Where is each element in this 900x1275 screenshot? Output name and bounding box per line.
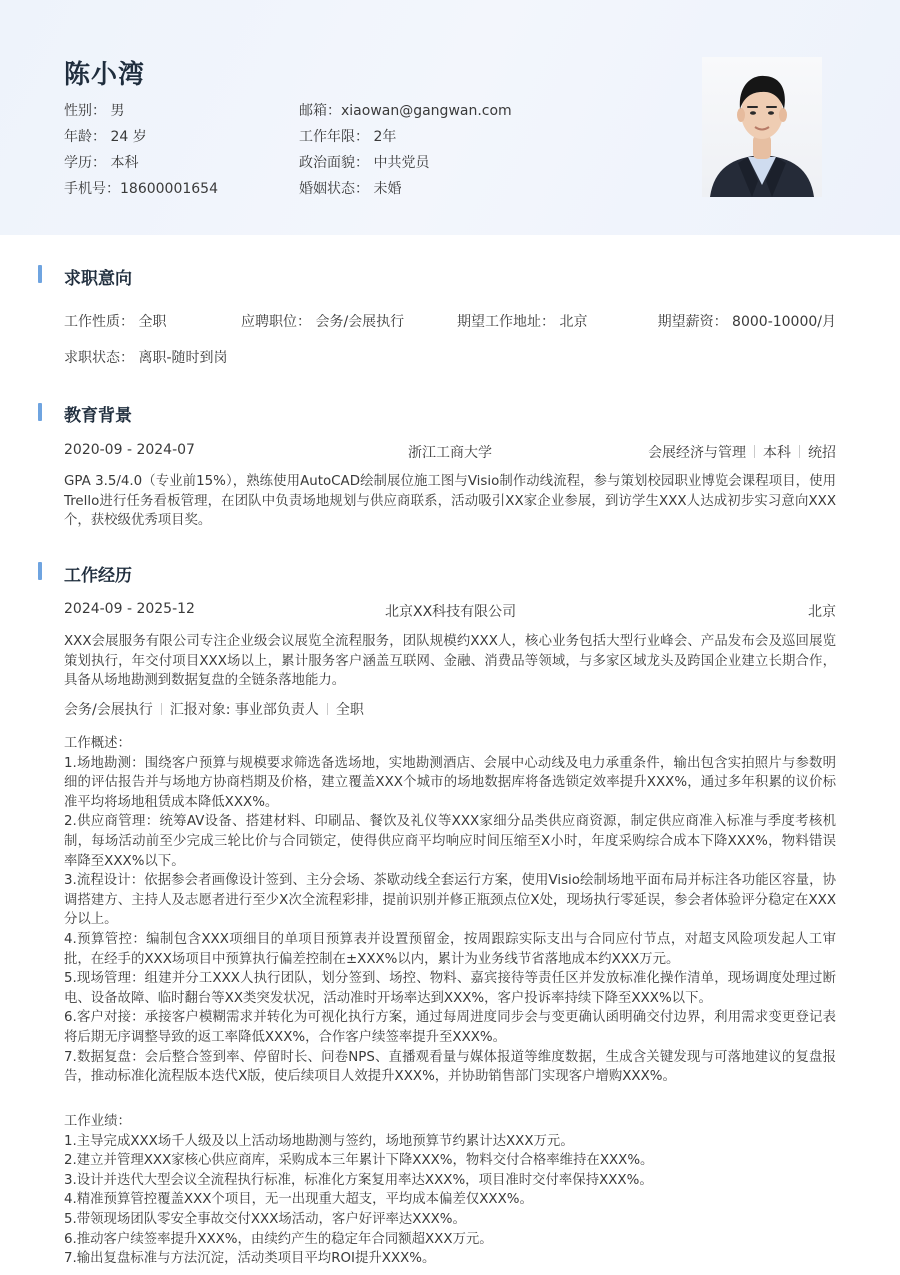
list-item: 6.推动客户续签率提升XXX%，由续约产生的稳定年合同额超XXX万元。 [64, 1231, 493, 1247]
marital-field: 婚姻状态： 未婚 [299, 181, 402, 197]
age-field: 年龄： 24 岁 [64, 129, 147, 145]
phone-field: 手机号：18600001654 [64, 181, 218, 197]
major-name: 会展经济与管理 [648, 445, 746, 461]
work-years-field: 工作年限： 2年 [299, 129, 397, 145]
list-item: 5.现场管理：组建并分工XXX人执行团队，划分签到、场控、物料、嘉宾接待等责任区并发放标准化操作清单，现场调度处理过断电、设备故障、临时翻台等XX类突发状况，活动准时开场率达到XXX%，客户投诉率持续下降至XXX%以下。 [64, 971, 836, 1006]
education-title: 教育背景 [64, 406, 132, 426]
section-marker [38, 265, 42, 283]
education-field: 学历： 本科 [64, 155, 139, 171]
work-title: 工作经历 [64, 566, 132, 586]
list-item: 4.精准预算管控覆盖XXX个项目，无一出现重大超支，平均成本偏差仅XXX%。 [64, 1192, 533, 1208]
work-role: 会务/会展执行 [64, 702, 153, 718]
section-marker [38, 403, 42, 421]
work-city: 北京 [808, 604, 836, 620]
job-position: 应聘职位： 会务/会展执行 [241, 314, 405, 330]
list-item: 4.预算管控：编制包含XXX项细目的单项目预算表并设置预留金，按周跟踪实际支出与合同应付节点，对超支风险项发起人工审批，在经手的XXX场项目中预算执行偏差控制在±XXX%以内，累计为业务线节省落地成本约XXX万元。 [64, 931, 836, 967]
company-intro: XXX会展服务有限公司专注企业级会议展览全流程服务，团队规模约XXX人，核心业务包括大型行业峰会、产品发布会及巡回展览策划执行，年交付项目XXX场以上，累计服务客户涵盖互联网、金融、消费品等领域，与多家区域龙头及跨国企业建立长期合作，具备从场地勘测到数据复盘的全链条落地能力。 [64, 634, 836, 689]
job-type: 全职 [335, 702, 364, 718]
gender-field: 性别： 男 [64, 103, 125, 119]
overview-heading: 工作概述： [64, 736, 131, 751]
job-salary: 期望薪资： 8000-10000/月 [657, 314, 836, 330]
section-marker [38, 562, 42, 580]
resume-header [0, 0, 900, 235]
list-item: 5.带领现场团队零安全事故交付XXX场活动，客户好评率达XXX%。 [64, 1211, 466, 1227]
school-name: 浙江工商大学 [408, 445, 492, 461]
political-field: 政治面貌： 中共党员 [299, 155, 430, 171]
work-achievements [64, 1112, 836, 1269]
education-description: GPA 3.5/4.0（专业前15%），熟练使用AutoCAD绘制展位施工图与Visio制作动线流程，参与策划校园职业博览会课程项目，使用Trello进行任务看板管理，在团队中负责场地规划与供应商联系，活动吸引XX家企业参展，到访学生XXX人达成初步实习意向XXX个，获校级优秀项目奖。 [64, 474, 836, 529]
work-overview [64, 734, 836, 1087]
list-item: 1.场地勘测：围绕客户预算与规模要求筛选备选场地，实地勘测酒店、会展中心动线及电力承重条件，输出包含实拍照片与参数明细的评估报告并与场地方协商档期及价格，建立覆盖XXX个城市的场地数据库将备选锁定效率提升XXX%，通过多年积累的议价标准平均将场地租赁成本降低XXX%。 [64, 755, 836, 810]
list-item: 7.数据复盘：会后整合签到率、停留时长、问卷NPS、直播观看量与媒体报道等维度数据，生成含关键发现与可落地建议的复盘报告，推动标准化流程版本迭代X版，使后续项目人效提升XXX%，并协助销售部门实现客户增购XXX%。 [64, 1049, 836, 1085]
list-item: 7.输出复盘标准与方法沉淀，活动类项目平均ROI提升XXX%。 [64, 1251, 436, 1267]
list-item: 2.供应商管理：统筹AV设备、搭建材料、印刷品、餐饮及礼仪等XXX家细分品类供应商资源，制定供应商准入标准与季度考核机制，每场活动前至少完成三轮比价与合同锁定，使得供应商平均响应时间压缩至X小时，年度采购综合成本下降XXX%，物料错误率降至XXX%以下。 [64, 814, 836, 869]
report-to: 汇报对象: 事业部负责人 [169, 702, 319, 718]
list-item: 1.主导完成XXX场千人级及以上活动场地勘测与签约，场地预算节约累计达XXX万元。 [64, 1133, 574, 1149]
job-status: 求职状态： 离职-随时到岗 [64, 350, 228, 366]
job-nature: 工作性质： 全职 [64, 314, 167, 330]
work-tags [64, 699, 364, 719]
email-field: 邮箱：xiaowan@gangwan.com [299, 103, 512, 119]
work-period: 2024-09 - 2025-12 [64, 601, 195, 617]
list-item: 6.客户对接：承接客户模糊需求并转化为可视化执行方案，通过每周进度同步会与变更确认函明确交付边界，利用需求变更登记表将后期无序调整导致的返工率降低XXX%，合作客户续签率提升至XXX%。 [64, 1010, 836, 1045]
candidate-name: 陈小湾 [64, 60, 146, 90]
education-period: 2020-09 - 2024-07 [64, 442, 195, 458]
job-location: 期望工作地址： 北京 [457, 314, 588, 330]
intention-title: 求职意向 [64, 269, 132, 289]
list-item: 3.流程设计：依据参会者画像设计签到、主分会场、茶歇动线全套运行方案，使用Visio绘制场地平面布局并标注各功能区容量，协调搭建方、主持人及志愿者进行至少X次全流程彩排，提前识别并修正瓶颈点位X处，现场执行零延误，参会者体验评分稳定在XXX分以上。 [64, 873, 836, 928]
list-item: 3.设计并迭代大型会议全流程执行标准，标准化方案复用率达XXX%，项目准时交付率保持XXX%。 [64, 1172, 653, 1188]
company-name: 北京XX科技有限公司 [385, 604, 517, 620]
major-info [648, 442, 836, 462]
person-portrait-icon [702, 57, 822, 197]
basic-info [64, 100, 664, 204]
achievements-heading: 工作业绩： [64, 1114, 131, 1129]
profile-photo [702, 57, 822, 197]
list-item: 2.建立并管理XXX家核心供应商库，采购成本三年累计下降XXX%，物料交付合格率维持在XXX%。 [64, 1153, 654, 1169]
degree: 本科 [763, 445, 791, 461]
enrollment-type: 统招 [808, 445, 836, 461]
